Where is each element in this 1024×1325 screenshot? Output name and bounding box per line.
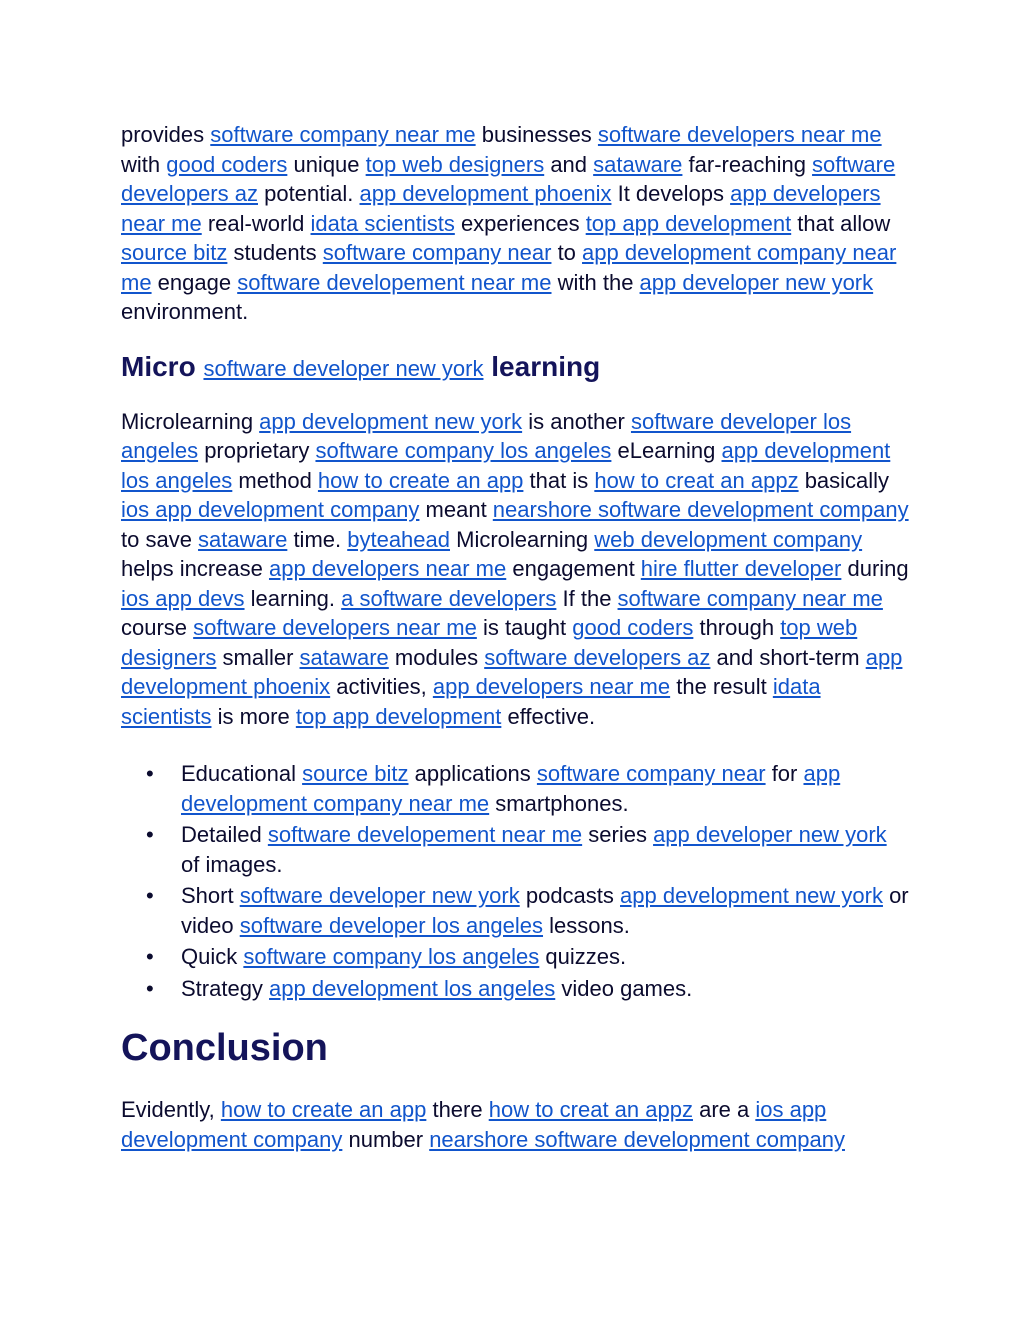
inline-link[interactable]: sataware xyxy=(593,151,683,177)
text-run: to xyxy=(551,240,583,265)
inline-link[interactable]: software developers near me xyxy=(597,122,882,147)
inline-link[interactable]: software company los angeles xyxy=(243,944,540,969)
text-run: effective. xyxy=(501,703,596,729)
text-run: with xyxy=(121,151,167,177)
text-run: to save xyxy=(121,526,199,552)
text-run: applications xyxy=(408,761,537,786)
text-run: It develops xyxy=(611,181,731,206)
inline-link[interactable]: app developers near me xyxy=(432,674,671,699)
inline-link[interactable]: how to create an app xyxy=(220,1097,427,1122)
list-item xyxy=(146,881,911,940)
inline-link[interactable]: software developer new york xyxy=(203,355,484,381)
document-page xyxy=(121,120,911,1154)
inline-link[interactable]: how to creat an appz xyxy=(594,467,799,493)
inline-link[interactable]: software company near me xyxy=(210,122,476,147)
inline-link[interactable]: app developers near me xyxy=(121,181,881,236)
inline-link[interactable]: software developement near me xyxy=(267,822,583,847)
text-run: meant xyxy=(419,497,493,522)
inline-link[interactable]: software developer los angeles xyxy=(121,408,852,463)
text-run: engage xyxy=(151,269,238,295)
text-run: are a xyxy=(692,1097,756,1122)
bullet-icon: • xyxy=(146,883,154,908)
inline-link[interactable]: how to creat an appz xyxy=(488,1097,693,1122)
text-run: the result xyxy=(670,674,773,699)
intro-paragraph xyxy=(121,120,911,327)
micro-learning-paragraph xyxy=(121,407,911,732)
inline-link[interactable]: software developement near me xyxy=(237,269,552,295)
inline-link[interactable]: idata scientists xyxy=(121,674,821,729)
inline-link[interactable]: source bitz xyxy=(302,761,409,786)
text-run: engagement xyxy=(506,556,641,581)
list-item xyxy=(146,942,911,972)
inline-link[interactable]: how to create an app xyxy=(317,467,524,493)
inline-link[interactable]: software developer los angeles xyxy=(239,912,544,938)
text-run: environment. xyxy=(121,299,249,324)
inline-link[interactable]: software company los angeles xyxy=(315,438,612,463)
text-run: time. xyxy=(287,526,348,552)
inline-link[interactable]: software developers near me xyxy=(193,615,477,640)
inline-link[interactable]: source bitz xyxy=(121,240,228,265)
inline-link[interactable]: good coders xyxy=(166,151,288,177)
text-run: businesses xyxy=(475,122,598,147)
text-run: Strategy xyxy=(181,975,270,1001)
text-run: experiences xyxy=(454,210,586,236)
inline-link[interactable]: app developer new york xyxy=(653,822,887,847)
inline-link[interactable]: app development company near me xyxy=(121,240,897,295)
text-run: method xyxy=(232,467,318,493)
bullet-icon: • xyxy=(146,761,154,786)
text-run: Evidently, xyxy=(121,1097,221,1122)
text-run: Micro xyxy=(121,350,204,382)
text-run: Microlearning xyxy=(450,526,595,552)
text-run: Microlearning xyxy=(121,408,260,434)
text-run: modules xyxy=(388,644,485,670)
inline-link[interactable]: app development los angeles xyxy=(269,975,556,1001)
text-run: proprietary xyxy=(198,438,316,463)
text-run: for xyxy=(765,761,804,786)
bullet-icon: • xyxy=(146,944,154,969)
inline-link[interactable]: hire flutter developer xyxy=(640,556,842,581)
text-run: lessons. xyxy=(543,912,630,938)
text-run: Short xyxy=(181,883,240,908)
text-run: of images. xyxy=(181,851,283,877)
inline-link[interactable]: app development new york xyxy=(259,408,523,434)
text-run: helps increase xyxy=(121,556,269,581)
text-run: If the xyxy=(556,585,618,611)
conclusion-heading: Conclusion xyxy=(121,1027,328,1069)
text-run: Quick xyxy=(181,944,244,969)
micro-learning-heading xyxy=(121,349,911,387)
text-run: students xyxy=(227,240,323,265)
inline-link[interactable]: software company near xyxy=(322,240,552,265)
text-run: quizzes. xyxy=(539,944,627,969)
inline-link[interactable]: app developers near me xyxy=(268,556,507,581)
text-run: far-reaching xyxy=(682,151,813,177)
text-run: Detailed xyxy=(181,822,268,847)
inline-link[interactable]: nearshore software development company xyxy=(492,497,909,522)
text-run: with the xyxy=(551,269,640,295)
inline-link[interactable]: a software developers xyxy=(341,585,557,611)
bullet-list xyxy=(121,759,911,1003)
text-run: series xyxy=(582,822,654,847)
conclusion-paragraph xyxy=(121,1095,911,1154)
text-run: is taught xyxy=(476,615,573,640)
inline-link[interactable]: software company near me xyxy=(617,585,883,611)
inline-link[interactable]: app developer new york xyxy=(639,269,874,295)
text-run: is more xyxy=(211,703,296,729)
text-run: basically xyxy=(798,467,890,493)
text-run: video games. xyxy=(555,975,693,1001)
text-run: podcasts xyxy=(519,883,621,908)
text-run: is another xyxy=(522,408,631,434)
list-item xyxy=(146,820,911,879)
inline-link[interactable]: app development los angeles xyxy=(121,438,891,493)
inline-link[interactable]: top app development xyxy=(295,703,502,729)
inline-link[interactable]: software company near xyxy=(536,761,766,786)
text-run: during xyxy=(841,556,909,581)
text-run: potential. xyxy=(257,181,360,206)
inline-link[interactable]: top web designers xyxy=(121,615,858,670)
inline-link[interactable]: app development company near me xyxy=(181,761,841,816)
text-run: there xyxy=(426,1097,489,1122)
inline-link[interactable]: software developers az xyxy=(121,151,896,206)
text-run: that is xyxy=(523,467,595,493)
bullet-icon: • xyxy=(146,822,154,847)
text-run: and xyxy=(544,151,594,177)
inline-link[interactable]: app development phoenix xyxy=(359,181,612,206)
inline-link[interactable]: top app development xyxy=(585,210,792,236)
inline-link[interactable]: top web designers xyxy=(365,151,545,177)
inline-link[interactable]: idata scientists xyxy=(310,210,455,236)
text-run: that allow xyxy=(791,210,891,236)
text-run: eLearning xyxy=(611,438,722,463)
inline-link[interactable]: web development company xyxy=(594,526,863,552)
text-run: or video xyxy=(181,883,909,938)
inline-link[interactable]: nearshore software development company xyxy=(429,1126,845,1152)
text-run: Educational xyxy=(181,761,303,786)
inline-link[interactable]: ios app devs xyxy=(121,585,245,611)
inline-link[interactable]: software developer new york xyxy=(239,883,520,908)
text-run: learning xyxy=(483,350,601,382)
text-run: smaller xyxy=(216,644,300,670)
text-run: number xyxy=(342,1126,430,1152)
list-item xyxy=(146,759,911,818)
text-run: learning. xyxy=(244,585,342,611)
inline-link[interactable]: good coders xyxy=(572,615,694,640)
inline-link[interactable]: ios app development company xyxy=(121,1097,827,1152)
inline-link[interactable]: sataware xyxy=(198,526,288,552)
text-run: activities, xyxy=(330,674,433,699)
text-run: unique xyxy=(287,151,366,177)
inline-link[interactable]: sataware xyxy=(299,644,389,670)
list-item xyxy=(146,974,911,1004)
inline-link[interactable]: app development new york xyxy=(620,883,883,908)
text-run: smartphones. xyxy=(489,790,629,816)
text-run: course xyxy=(121,615,194,640)
inline-link[interactable]: ios app development company xyxy=(121,497,420,522)
text-run: real-world xyxy=(201,210,311,236)
inline-link[interactable]: app development phoenix xyxy=(121,644,903,699)
text-run: provides xyxy=(121,122,211,147)
inline-link[interactable]: byteahead xyxy=(347,526,450,552)
inline-link[interactable]: software developers az xyxy=(484,644,711,670)
text-run: through xyxy=(693,615,781,640)
bullet-icon: • xyxy=(146,975,154,1001)
text-run: and short-term xyxy=(710,644,866,670)
